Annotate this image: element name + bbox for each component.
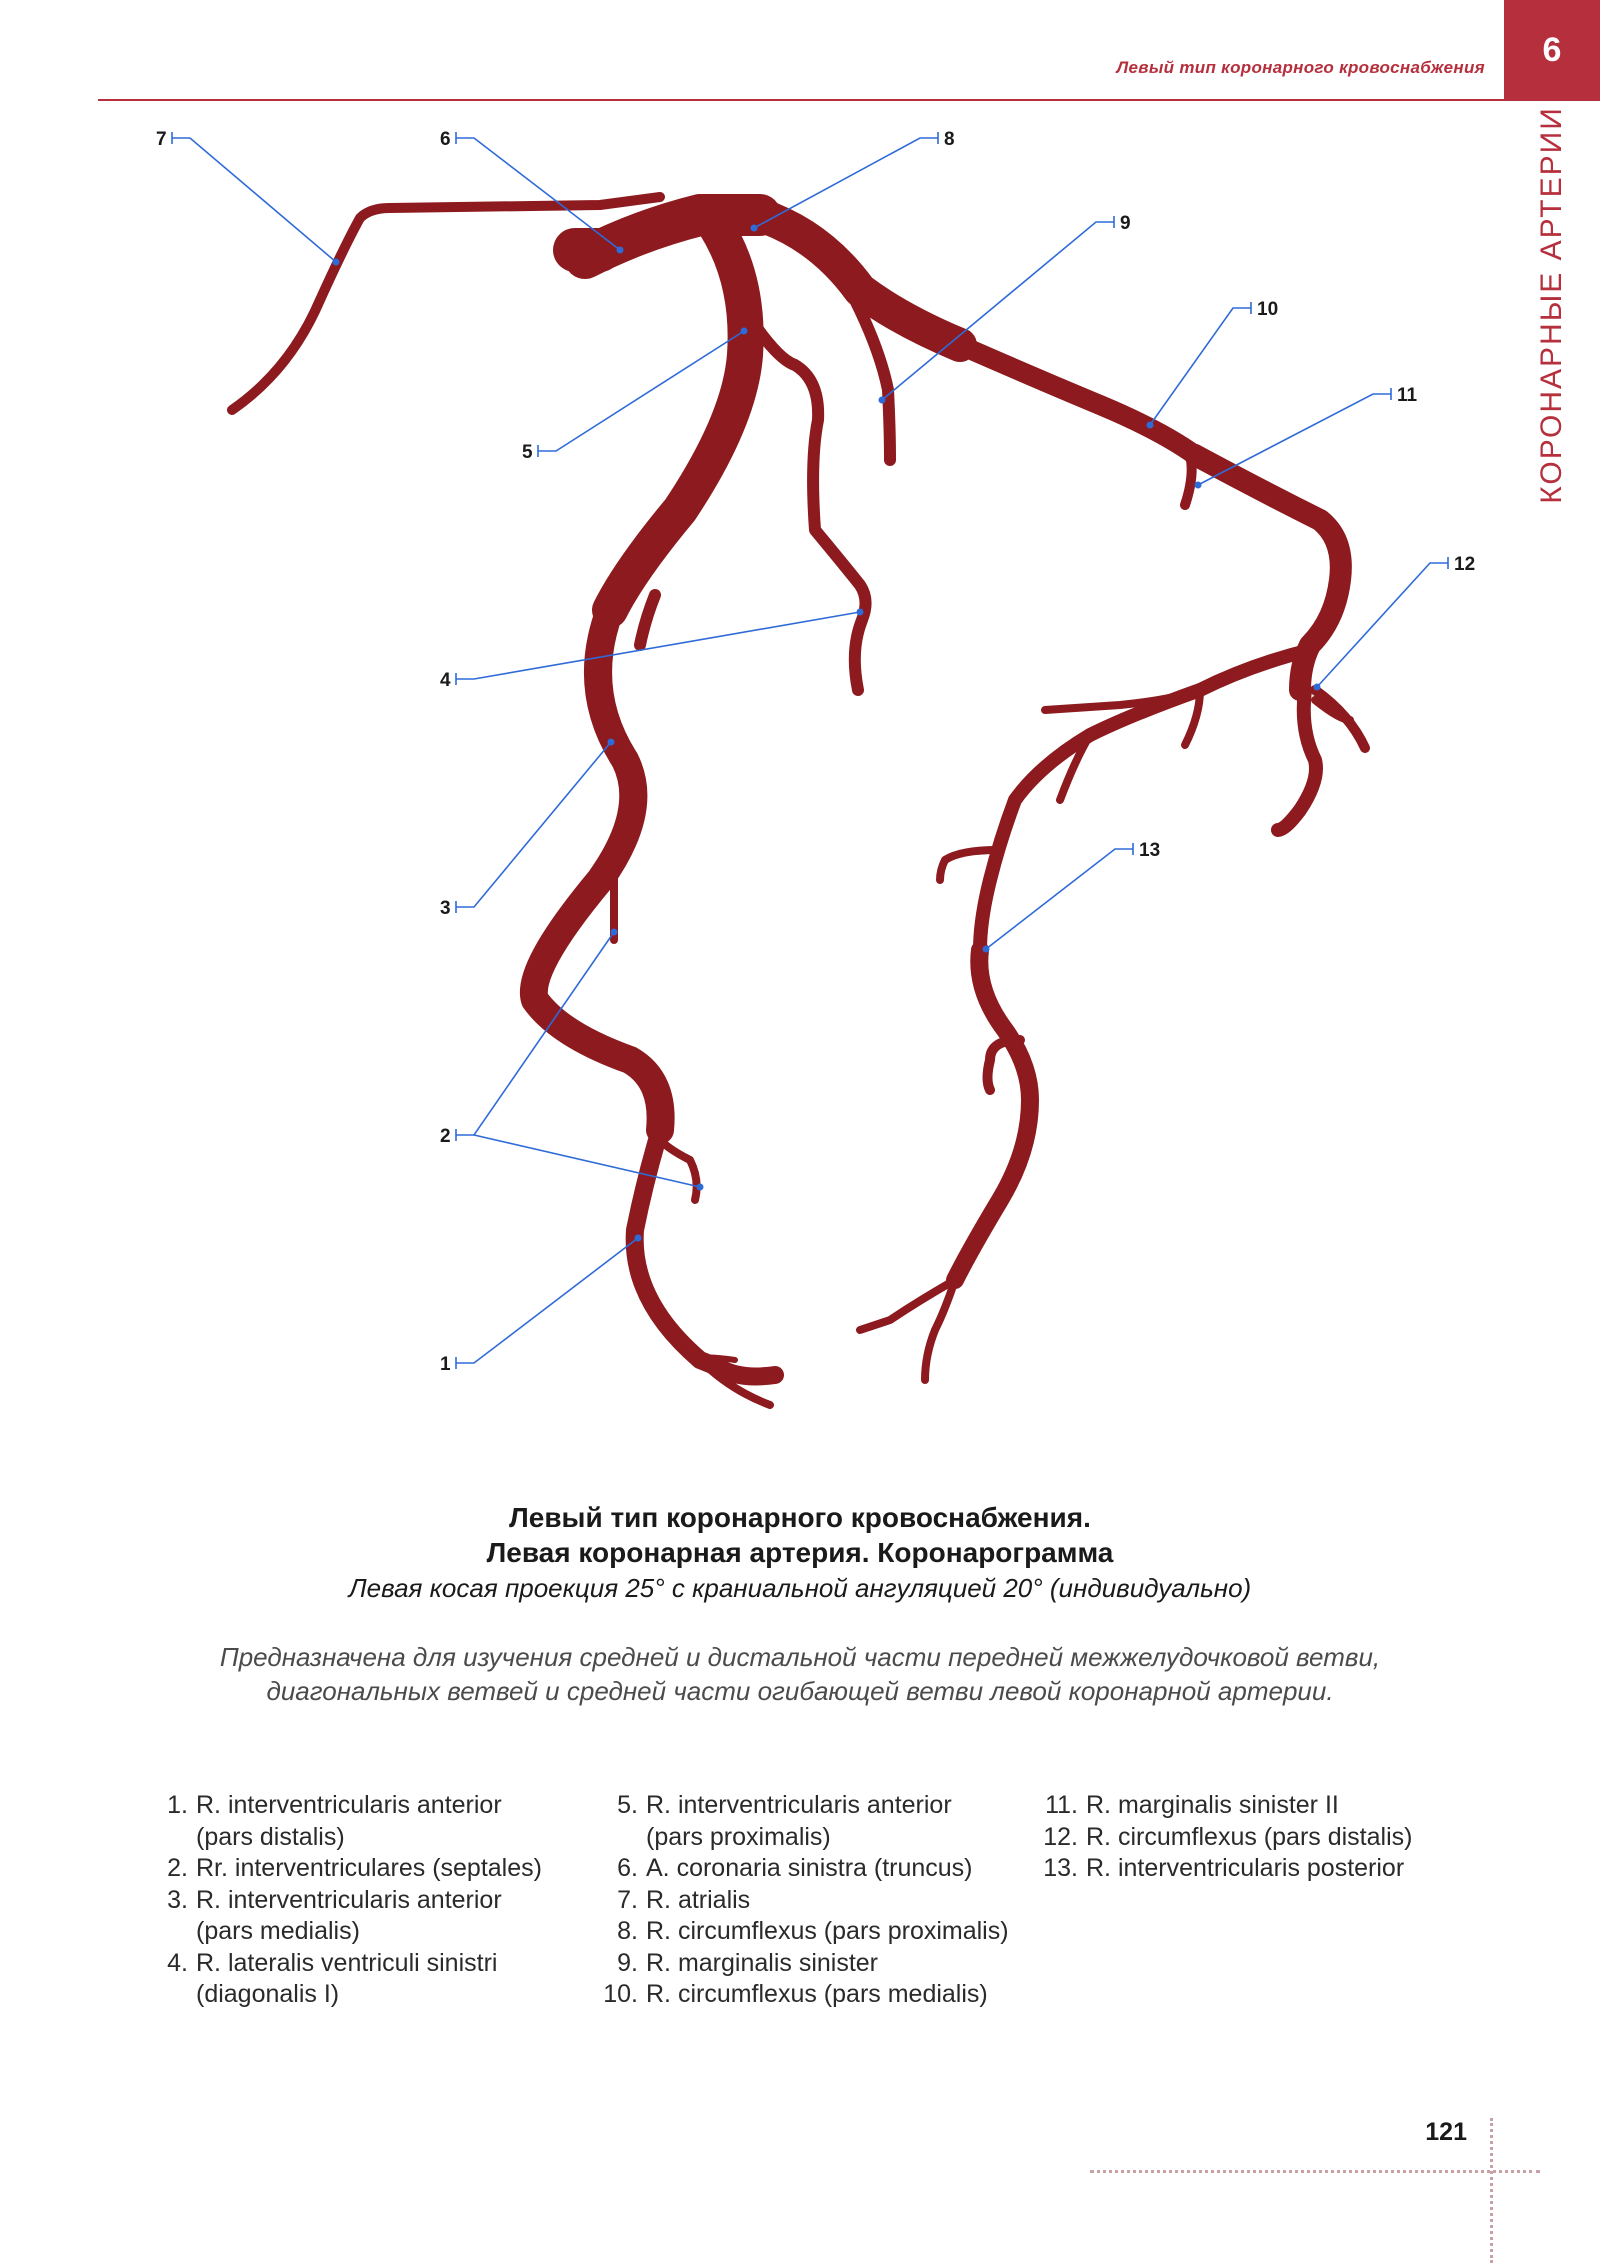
label-12: 12 (1454, 554, 1476, 575)
label-13: 13 (1139, 840, 1161, 861)
legend-item: 9. R. marginalis sinister (617, 1948, 879, 1977)
leader-4 (456, 612, 860, 679)
vessel-lad-distal (635, 1130, 775, 1376)
legend-item: 11. R. marginalis sinister II (1045, 1791, 1339, 1819)
label-4: 4 (440, 670, 451, 691)
label-7: 7 (156, 129, 167, 150)
vessel-circumflex-medial (960, 345, 1195, 455)
vessel-septal-2 (660, 1140, 697, 1200)
footer-dotted-rule-vertical (1490, 2118, 1493, 2263)
footer-dotted-rule (1090, 2170, 1540, 2173)
vessel-lad-proximal (610, 225, 746, 610)
legend-item: 2. Rr. interventriculares (septales) (167, 1854, 542, 1882)
label-2: 2 (440, 1126, 451, 1147)
legend-item: 3. R. interventricularis anterior (pars medialis) (167, 1885, 502, 1945)
vessel-circumflex-proximal (760, 215, 960, 345)
vessel-circumflex-distal (1195, 455, 1341, 690)
figure-caption-subtitle: Левая косая проекция 25° с краниальной ангуляцией 20° (индивидуально) (348, 1573, 1252, 1603)
label-1: 1 (440, 1354, 451, 1375)
legend-column-1 (150, 1790, 542, 2011)
label-10: 10 (1257, 299, 1279, 320)
vessel-diagonal-1 (757, 328, 866, 690)
label-6: 6 (440, 129, 451, 150)
running-title: Левый тип коронарного кровоснабжения (1116, 58, 1485, 77)
legend-column-2 (600, 1790, 1009, 2011)
leader-1 (456, 1238, 638, 1363)
vessel-lad-medial (534, 610, 661, 1130)
caption-title-line-1: Левый тип коронарного кровоснабжения. (509, 1502, 1091, 1533)
label-8: 8 (944, 129, 955, 150)
label-9: 9 (1120, 213, 1131, 234)
chapter-tab: 6 (1504, 0, 1600, 101)
leader-10 (1150, 308, 1251, 425)
label-5: 5 (522, 442, 533, 463)
leader-7 (172, 138, 336, 262)
vessel-tree (232, 197, 1365, 1405)
leader-dots (333, 225, 1321, 1242)
legend-item: 6. A. coronaria sinistra (truncus) (617, 1854, 973, 1882)
description-line-2: диагональных ветвей и средней части огибающей ветви левой коронарной артерии. (266, 1676, 1334, 1706)
legend-column-3 (1040, 1790, 1412, 1885)
legend-item: 13. R. interventricularis posterior (1043, 1854, 1405, 1882)
legend-item: 12. R. circumflexus (pars distalis) (1043, 1822, 1413, 1851)
figure-caption-title (160, 1500, 1440, 1570)
side-section-title: КОРОНАРНЫЕ АРТЕРИИ (1535, 106, 1568, 504)
vessel-posterior-interventricular (980, 650, 1310, 950)
description-line-1: Предназначена для изучения средней и дистальной части передней межжелудочковой ветви, (219, 1642, 1381, 1672)
legend-item: 5. R. interventricularis anterior (pars proximalis) (617, 1791, 952, 1851)
legend-item: 4. R. lateralis ventriculi sinistri (diagonalis I) (167, 1948, 498, 2008)
page-number: 121 (1425, 2118, 1467, 2146)
caption-title-line-2: Левая коронарная артерия. Коронарограмма (486, 1537, 1114, 1568)
legend-item: 1. R. interventricularis anterior (pars distalis) (167, 1791, 502, 1851)
leader-13 (986, 849, 1133, 949)
legend-item: 10. R. circumflexus (pars medialis) (603, 1980, 988, 2008)
legend-item: 7. R. atrialis (617, 1885, 751, 1914)
figure-description (120, 1640, 1480, 1708)
figure-labels (156, 129, 1475, 1375)
label-3: 3 (440, 898, 451, 919)
legend-item: 8. R. circumflexus (pars proximalis) (617, 1917, 1009, 1945)
label-11: 11 (1397, 385, 1418, 406)
